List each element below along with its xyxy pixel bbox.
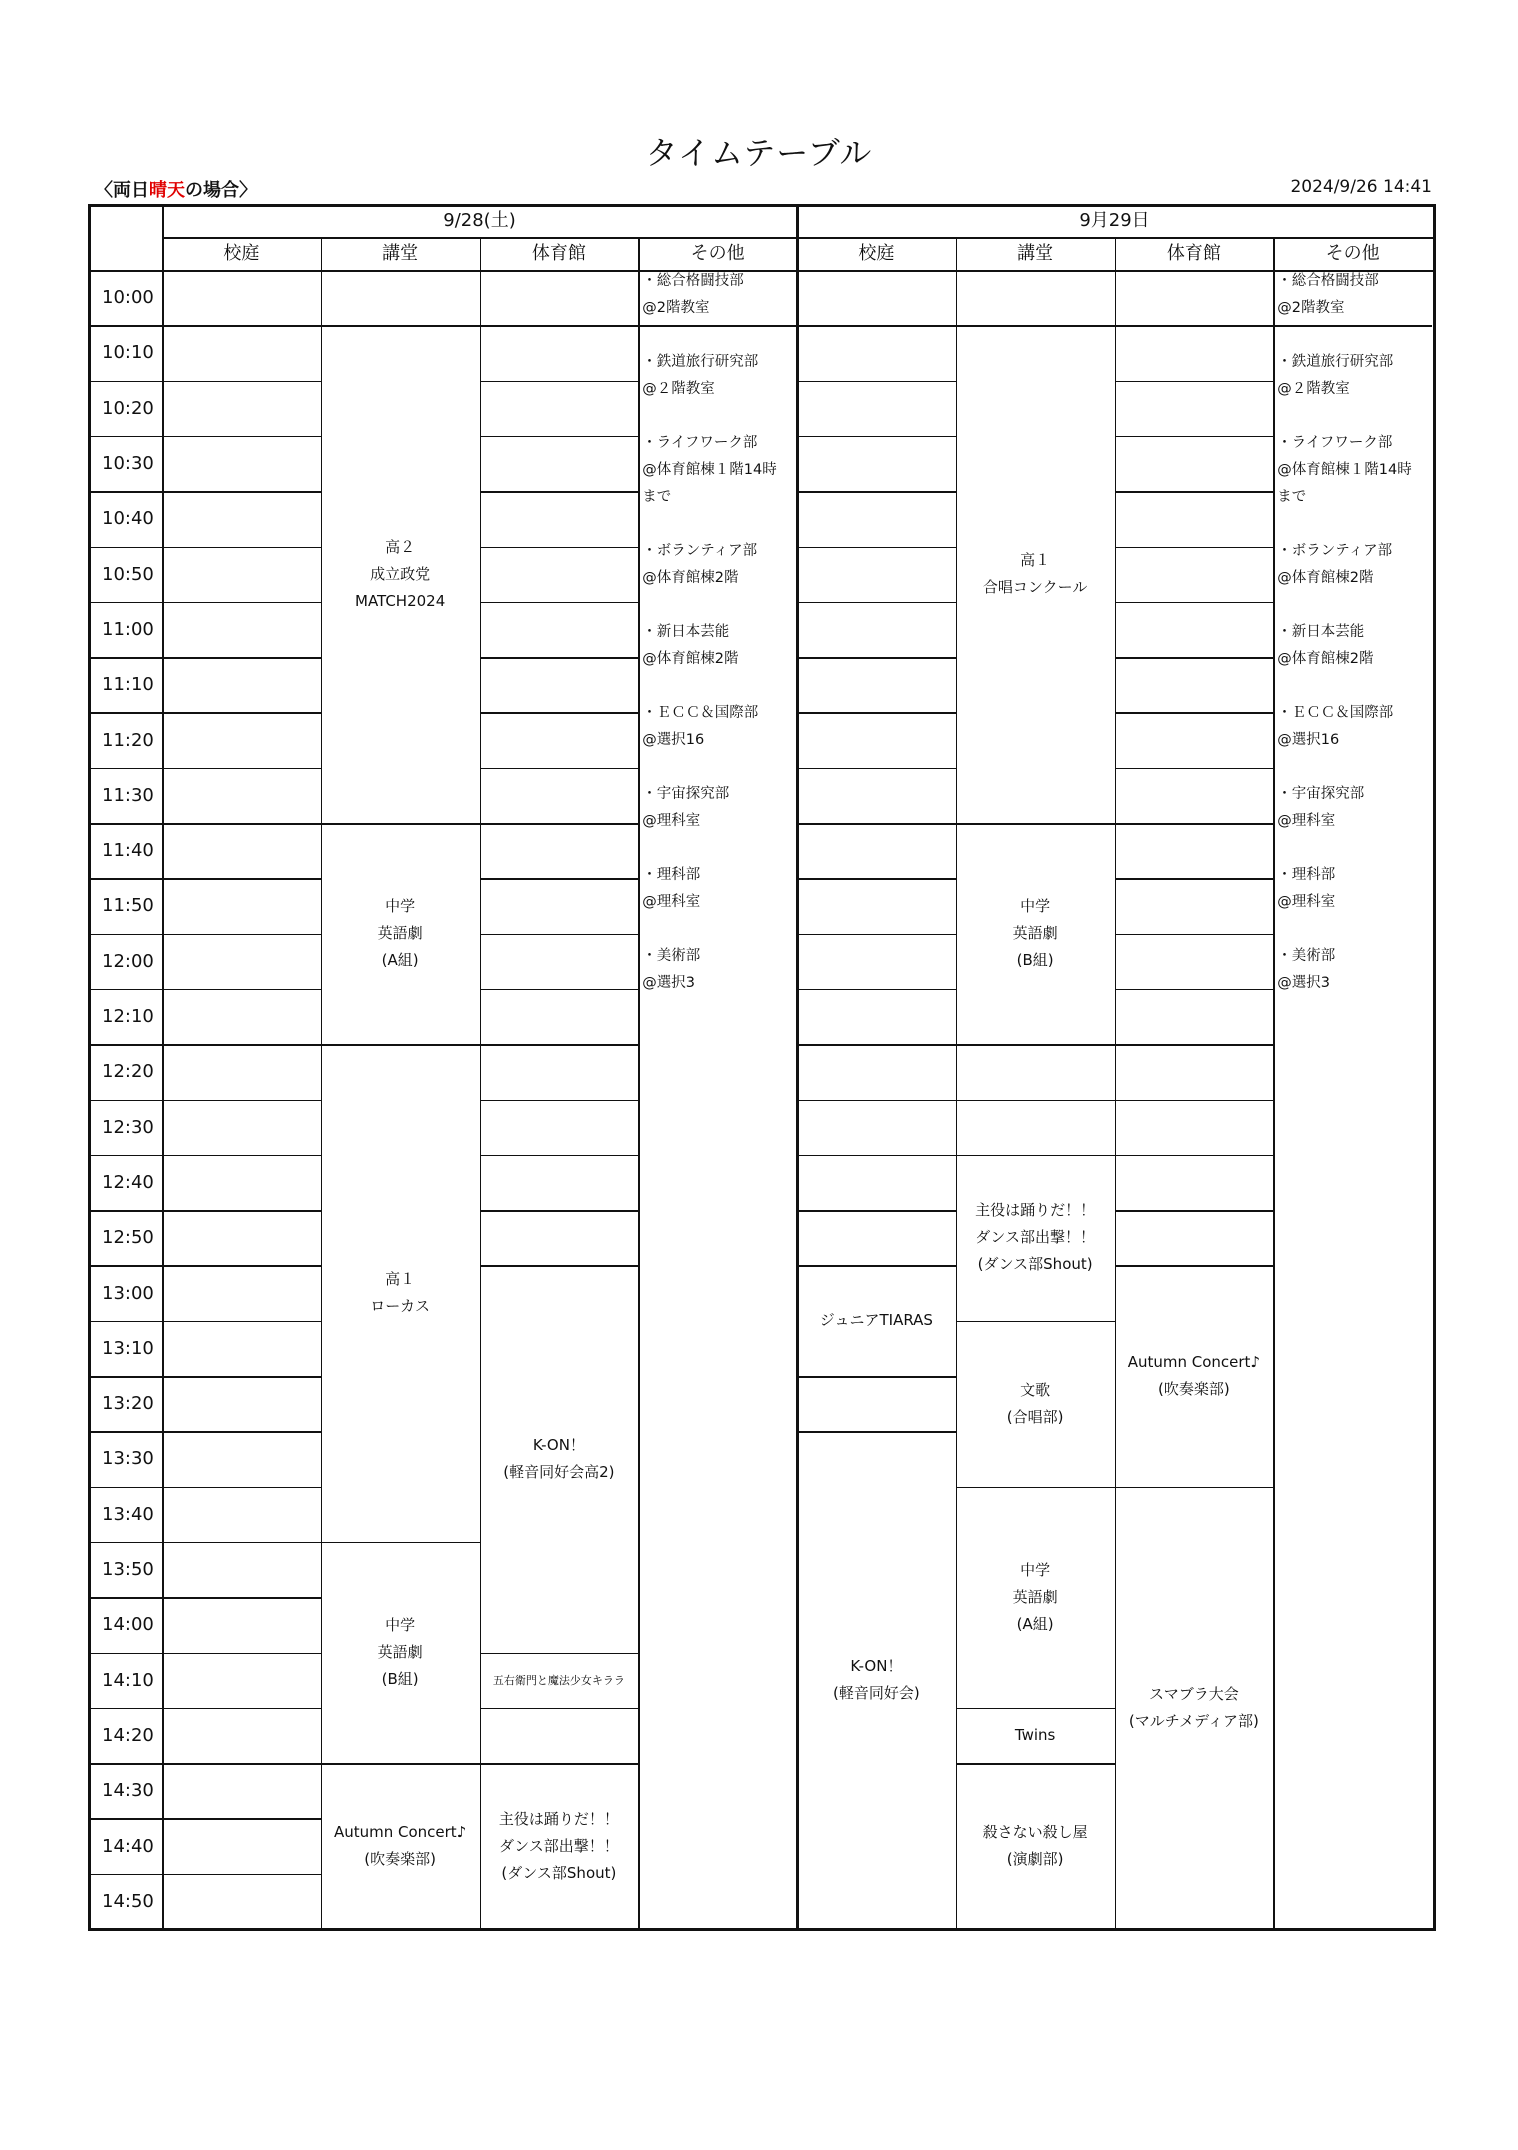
row-line [162, 1874, 321, 1876]
row-line [1115, 823, 1274, 825]
time-label: 14:00 [102, 1614, 154, 1636]
event-block: K-ON！ (軽音同好会高2) [503, 1435, 615, 1481]
row-line [480, 547, 639, 549]
time-row-line [88, 1210, 162, 1212]
day-header: 9/28(土) [443, 210, 516, 231]
venue-header-2: 体育館 [1166, 243, 1221, 264]
row-line [1115, 1210, 1274, 1212]
timestamp: 2024/9/26 14:41 [1290, 177, 1432, 197]
row-line [162, 823, 321, 825]
event-block: 中学 英語劇 (A組) [377, 897, 423, 970]
row-line [797, 1155, 956, 1157]
event-block: 中学 英語劇 (B組) [377, 1615, 423, 1688]
row-line [162, 1376, 321, 1378]
row-line [1115, 934, 1274, 936]
condition-open: 〈両日 [95, 180, 149, 201]
row-line [797, 712, 956, 714]
row-line [956, 1044, 1115, 1046]
row-line [162, 1708, 321, 1710]
venue-header-2: 体育館 [531, 243, 586, 264]
border-right [1433, 204, 1436, 1931]
row-line [797, 1100, 956, 1102]
venue-header-0: 校庭 [223, 243, 260, 264]
event-block: 中学 英語劇 (A組) [1012, 1560, 1058, 1633]
row-line [480, 1155, 639, 1157]
row-line [162, 657, 321, 659]
row-line [480, 1044, 639, 1046]
row-line [162, 768, 321, 770]
time-label: 12:00 [102, 950, 154, 972]
event-block: Twins [1014, 1725, 1056, 1744]
venue-header-1: 講堂 [382, 243, 419, 264]
time-label: 10:40 [102, 508, 154, 530]
time-row-line [88, 657, 162, 659]
time-label: 12:20 [102, 1061, 154, 1083]
row-line [162, 547, 321, 549]
time-row-line [88, 381, 162, 383]
row-line [162, 1431, 321, 1433]
row-line [162, 325, 321, 327]
time-row-line [88, 878, 162, 880]
row-line [797, 491, 956, 493]
venue-header-1: 講堂 [1017, 243, 1054, 264]
row-line [162, 381, 321, 383]
time-row-line [88, 325, 162, 327]
venue-header-line [162, 270, 1436, 272]
time-label: 12:50 [102, 1227, 154, 1249]
row-line [162, 1763, 321, 1765]
time-row-line [88, 1376, 162, 1378]
row-line [797, 602, 956, 604]
event-block: K-ON！ (軽音同好会) [833, 1657, 920, 1703]
row-line [480, 436, 639, 438]
event-block: スマブラ大会 (マルチメディア部) [1128, 1684, 1259, 1730]
time-label: 13:30 [102, 1448, 154, 1470]
time-row-line [88, 1597, 162, 1599]
row-line [797, 934, 956, 936]
time-label: 13:40 [102, 1503, 154, 1525]
time-label: 13:50 [102, 1559, 154, 1581]
event-block: 高１ ローカス [370, 1270, 430, 1316]
timetable [88, 204, 1436, 1932]
row-line [162, 1597, 321, 1599]
row-line [162, 1100, 321, 1102]
row-line [162, 436, 321, 438]
row-line [1115, 436, 1274, 438]
row-line [797, 1210, 956, 1212]
time-row-line [88, 1542, 162, 1544]
other-clubs-list: ・総合格闘技部 @2階教室 ・鉄道旅行研究部 @２階教室 ・ライフワーク部 @体育館棟１階14時 まで ・ボランティア部 @体育館棟2階 ・新日本芸能 @体育館棟2階 ・ＥＣＣ＆国際部 @選択16 ・宇宙探究部 @理科室 ・理科部 @理科室 ・美術部 @選択3 [1277, 273, 1412, 991]
row-line [480, 1100, 639, 1102]
time-label: 14:40 [102, 1835, 154, 1857]
time-row-line [88, 1708, 162, 1710]
row-line [480, 989, 639, 991]
time-row-line [88, 1818, 162, 1820]
day-header: 9月29日 [1079, 210, 1150, 231]
time-row-line [88, 547, 162, 549]
event-block: ジュニアTIARAS [819, 1311, 933, 1330]
event-block: Autumn Concert♪ (吹奏楽部) [1127, 1352, 1261, 1398]
row-line [1115, 989, 1274, 991]
row-line [797, 1376, 956, 1378]
row-line [162, 491, 321, 493]
row-line [480, 712, 639, 714]
time-label: 14:20 [102, 1724, 154, 1746]
row-line [480, 768, 639, 770]
row-line [1115, 491, 1274, 493]
row-line [1115, 1100, 1274, 1102]
condition-sunny: 晴天 [149, 180, 185, 201]
row-line [1115, 325, 1274, 327]
time-label: 14:30 [102, 1780, 154, 1802]
venue-header-0: 校庭 [858, 243, 895, 264]
time-label: 13:20 [102, 1393, 154, 1415]
row-line [480, 934, 639, 936]
time-row-line [88, 1100, 162, 1102]
row-line [1115, 768, 1274, 770]
time-row-line [88, 436, 162, 438]
time-label: 14:50 [102, 1890, 154, 1912]
time-row-line [88, 934, 162, 936]
event-block: 高１ 合唱コンクール [982, 551, 1088, 597]
row-line [797, 325, 956, 327]
row-line [1115, 547, 1274, 549]
event-block: 殺さない殺し屋 (演劇部) [982, 1823, 1088, 1869]
time-label: 13:00 [102, 1282, 154, 1304]
time-label: 12:40 [102, 1171, 154, 1193]
row-line [480, 491, 639, 493]
event-block: 文歌 (合唱部) [1006, 1380, 1064, 1426]
row-line [797, 547, 956, 549]
row-line [797, 381, 956, 383]
row-line [797, 768, 956, 770]
row-line [162, 934, 321, 936]
row-line [1115, 1044, 1274, 1046]
time-row-line [88, 989, 162, 991]
row-line [797, 989, 956, 991]
row-line [162, 1542, 321, 1544]
time-row-line [88, 1487, 162, 1489]
row-line [1115, 657, 1274, 659]
row-line [162, 1818, 321, 1820]
row-line [162, 712, 321, 714]
row-line [162, 1487, 321, 1489]
venue-header-3: その他 [690, 243, 745, 264]
time-row-line [88, 1265, 162, 1267]
other-clubs-list: ・総合格闘技部 @2階教室 ・鉄道旅行研究部 @２階教室 ・ライフワーク部 @体育館棟１階14時 まで ・ボランティア部 @体育館棟2階 ・新日本芸能 @体育館棟2階 ・ＥＣＣ＆国際部 @選択16 ・宇宙探究部 @理科室 ・理科部 @理科室 ・美術部 @選択3 [642, 273, 777, 991]
row-line [162, 878, 321, 880]
row-line [1115, 381, 1274, 383]
time-label: 11:40 [102, 840, 154, 862]
row-line [797, 878, 956, 880]
event-block: Autumn Concert♪ (吹奏楽部) [333, 1823, 467, 1869]
time-row-line [88, 712, 162, 714]
time-row-line [88, 823, 162, 825]
row-line [480, 878, 639, 880]
row-line [162, 1155, 321, 1157]
row-line [480, 1210, 639, 1212]
row-line [162, 1210, 321, 1212]
row-line [162, 989, 321, 991]
time-row-line [88, 1874, 162, 1876]
row-line [162, 602, 321, 604]
venue-header-3: その他 [1325, 243, 1380, 264]
time-row-line [88, 1321, 162, 1323]
time-label: 10:00 [102, 287, 154, 309]
time-row-line [88, 602, 162, 604]
time-label: 11:50 [102, 895, 154, 917]
time-label: 12:30 [102, 1116, 154, 1138]
row-line [480, 602, 639, 604]
row-line [1115, 602, 1274, 604]
time-label: 11:10 [102, 674, 154, 696]
weather-condition-label [95, 176, 257, 202]
time-label: 11:30 [102, 784, 154, 806]
row-line [480, 325, 639, 327]
row-line [480, 1708, 639, 1710]
time-row-line [88, 768, 162, 770]
event-block: 主役は踊りだ！！ ダンス部出撃！！ (ダンス部Shout) [975, 1201, 1096, 1274]
event-block: 主役は踊りだ！！ ダンス部出撃！！ (ダンス部Shout) [498, 1809, 619, 1882]
event-block: 中学 英語劇 (B組) [1012, 897, 1058, 970]
time-label: 12:10 [102, 1006, 154, 1028]
time-label: 10:30 [102, 453, 154, 475]
time-label: 13:10 [102, 1337, 154, 1359]
row-line [480, 657, 639, 659]
page-title: タイムテーブル [645, 134, 873, 172]
row-line [1115, 712, 1274, 714]
row-line [956, 1100, 1115, 1102]
row-line [162, 1265, 321, 1267]
time-row-line [88, 1431, 162, 1433]
event-block: 高２ 成立政党 MATCH2024 [355, 537, 446, 610]
time-label: 10:50 [102, 563, 154, 585]
time-row-line [88, 491, 162, 493]
row-line [797, 823, 956, 825]
row-line [162, 1044, 321, 1046]
row-line [1115, 878, 1274, 880]
row-line [797, 436, 956, 438]
row-line [1115, 1155, 1274, 1157]
row-line [797, 657, 956, 659]
time-row-line [88, 1653, 162, 1655]
condition-close: の場合〉 [185, 180, 257, 201]
time-row-line [88, 1763, 162, 1765]
row-line [480, 823, 639, 825]
time-label: 10:10 [102, 342, 154, 364]
time-label: 11:20 [102, 729, 154, 751]
time-row-line [88, 1155, 162, 1157]
row-line [797, 1044, 956, 1046]
time-label: 14:10 [102, 1669, 154, 1691]
time-row-line [88, 1044, 162, 1046]
event-block: 五右衛門と魔法少女キララ [492, 1673, 625, 1687]
time-label: 11:00 [102, 618, 154, 640]
time-label: 10:20 [102, 397, 154, 419]
row-line [162, 1653, 321, 1655]
row-line [162, 1321, 321, 1323]
row-line [480, 381, 639, 383]
